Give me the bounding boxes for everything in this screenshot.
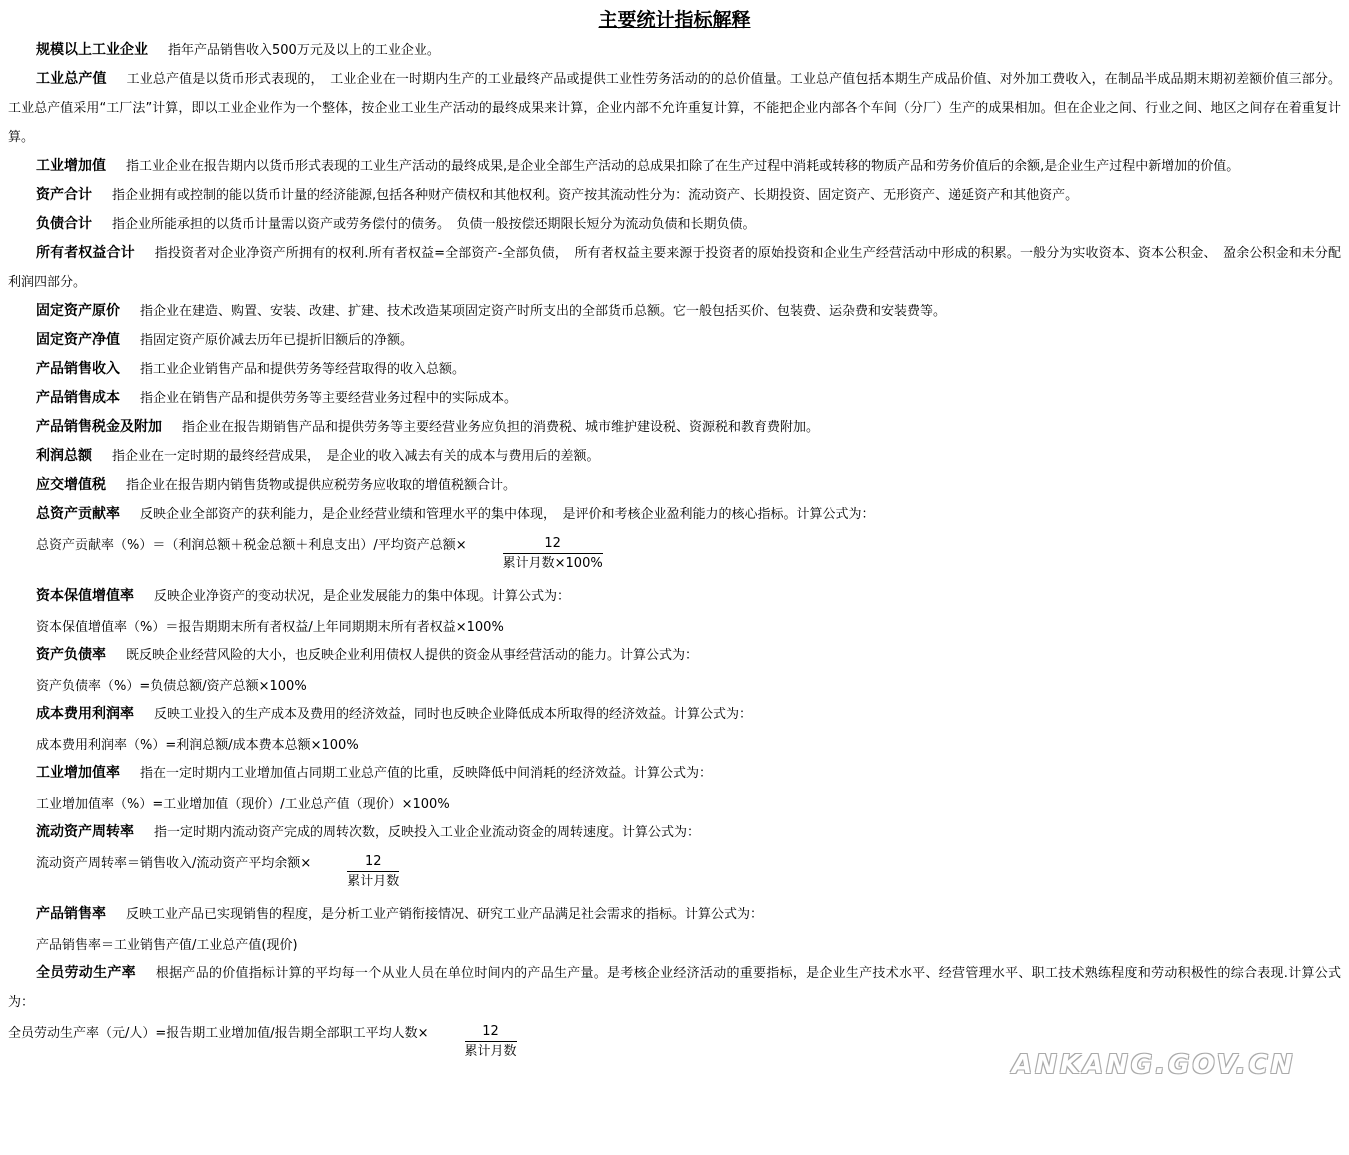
indicator-description: 指企业所能承担的以货币计量需以资产或劳务偿付的债务。 负债一般按偿还期限长短分为流动负债和长期负债。 <box>112 217 756 232</box>
indicator-description: 指在一定时期内工业增加值占同期工业总产值的比重，反映降低中间消耗的经济效益。计算公式为： <box>140 766 713 781</box>
formula <box>36 735 1341 757</box>
indicator-description: 指企业在一定时期的最终经营成果， 是企业的收入减去有关的成本与费用后的差额。 <box>112 449 600 464</box>
indicator-term: 成本费用利润率 <box>36 706 134 722</box>
indicator-entry <box>8 384 1341 413</box>
indicator-term: 产品销售成本 <box>36 390 120 406</box>
indicator-term: 工业增加值率 <box>36 765 120 781</box>
indicator-description: 指年产品销售收入500万元及以上的工业企业。 <box>168 43 440 58</box>
indicator-description: 指一定时期内流动资产完成的周转次数，反映投入工业企业流动资金的周转速度。计算公式为： <box>154 825 701 840</box>
indicator-entry <box>8 700 1341 729</box>
formula-fraction <box>465 1023 517 1062</box>
formula-fraction <box>503 535 603 574</box>
indicator-term: 资产负债率 <box>36 647 106 663</box>
indicator-term: 利润总额 <box>36 448 92 464</box>
indicator-term: 总资产贡献率 <box>36 506 120 522</box>
indicator-entry <box>8 641 1341 670</box>
indicator-term: 资本保值增值率 <box>36 588 134 604</box>
formula-text: 全员劳动生产率（元/人）=报告期工业增加值/报告期全部职工平均人数× <box>8 1026 429 1041</box>
indicator-entry <box>8 239 1341 297</box>
indicator-entry <box>8 582 1341 611</box>
indicator-entry <box>8 759 1341 788</box>
indicator-description: 反映工业投入的生产成本及费用的经济效益，同时也反映企业降低成本所取得的经济效益。计算公式为： <box>154 707 753 722</box>
indicator-description: 反映企业全部资产的获利能力，是企业经营业绩和管理水平的集中体现， 是评价和考核企业盈利能力的核心指标。计算公式为： <box>140 507 875 522</box>
indicator-description: 指固定资产原价减去历年已提折旧额后的净额。 <box>140 333 414 348</box>
indicator-description: 指企业在销售产品和提供劳务等主要经营业务过程中的实际成本。 <box>140 391 518 406</box>
indicator-term: 流动资产周转率 <box>36 824 134 840</box>
indicator-description: 指投资者对企业净资产所拥有的权利.所有者权益=全部资产-全部负债， 所有者权益主要来源于投资者的原始投资和企业生产经营活动中形成的积累。一般分为实收资本、资本公积金、 盈余公积金和未分配利润四部分。 <box>8 246 1342 290</box>
indicator-term: 产品销售税金及附加 <box>36 419 162 435</box>
document <box>8 6 1341 1070</box>
page-title: 主要统计指标解释 <box>598 9 751 31</box>
formula-text: 成本费用利润率（%）=利润总额/成本费本总额×100% <box>36 738 359 753</box>
indicator-term: 产品销售率 <box>36 906 106 922</box>
indicator-description: 工业总产值是以货币形式表现的， 工业企业在一时期内生产的工业最终产品或提供工业性劳务活动的的总价值量。工业总产值包括本期生产成品价值、对外加工费收入，在制品半成品期末期初差额价值三部分。工业总产值采用“工厂法”计算，即以工业企业作为一个整体，按企业工业生产活动的最终成果来计算，企业内部不允许重复计算，不能把企业内部各个车间（分厂）生产的成果相加。但在企业之间、行业之间、地区之间存在着重复计算。 <box>8 72 1341 145</box>
formula <box>36 676 1341 698</box>
indicator-entry <box>8 210 1341 239</box>
indicator-description: 指企业在建造、购置、安装、改建、扩建、技术改造某项固定资产时所支出的全部货币总额。它一般包括买价、包装费、运杂费和安装费等。 <box>140 304 947 319</box>
indicator-description: 指工业企业销售产品和提供劳务等经营取得的收入总额。 <box>140 362 466 377</box>
indicator-entry <box>8 36 1341 65</box>
fraction-denominator: 累计月数 <box>464 1044 517 1059</box>
indicator-term: 工业总产值 <box>36 71 107 87</box>
indicator-entry <box>8 297 1341 326</box>
indicator-term: 工业增加值 <box>36 158 106 174</box>
formula-text: 产品销售率＝工业销售产值/工业总产值(现价) <box>36 938 298 953</box>
formula <box>36 535 1341 574</box>
indicator-term: 产品销售收入 <box>36 361 120 377</box>
formula-text: 资本保值增值率（%）＝报告期期末所有者权益/上年同期期末所有者权益×100% <box>36 620 504 635</box>
formula <box>36 617 1341 639</box>
indicator-term: 应交增值税 <box>36 477 106 493</box>
indicator-list <box>8 36 1341 1062</box>
indicator-entry <box>8 65 1341 152</box>
indicator-description: 反映企业净资产的变动状况，是企业发展能力的集中体现。计算公式为： <box>154 589 571 604</box>
indicator-entry <box>8 959 1341 1017</box>
indicator-entry <box>8 471 1341 500</box>
indicator-entry <box>8 818 1341 847</box>
formula-text: 资产负债率（%）=负债总额/资产总额×100% <box>36 679 307 694</box>
indicator-entry <box>8 355 1341 384</box>
indicator-entry <box>8 326 1341 355</box>
formula-text: 总资产贡献率（%）＝（利润总额＋税金总额＋利息支出）/平均资产总额× <box>36 538 467 553</box>
indicator-entry <box>8 500 1341 529</box>
indicator-description: 指企业拥有或控制的能以货币计量的经济能源,包括各种财产债权和其他权利。资产按其流动性分为：流动资产、长期投资、固定资产、无形资产、递延资产和其他资产。 <box>112 188 1079 203</box>
watermark: ANKANG.GOV.CN <box>1012 1050 1296 1080</box>
indicator-description: 既反映企业经营风险的大小，也反映企业利用债权人提供的资金从事经营活动的能力。计算公式为： <box>126 648 699 663</box>
formula <box>36 794 1341 816</box>
indicator-term: 固定资产原价 <box>36 303 120 319</box>
indicator-entry <box>8 413 1341 442</box>
indicator-description: 指企业在报告期内销售货物或提供应税劳务应收取的增值税额合计。 <box>126 478 517 493</box>
indicator-term: 规模以上工业企业 <box>36 42 148 58</box>
fraction-numerator: 12 <box>503 535 603 554</box>
formula <box>36 853 1341 892</box>
formula <box>36 935 1341 957</box>
indicator-entry <box>8 442 1341 471</box>
indicator-term: 负债合计 <box>36 216 92 232</box>
formula-text: 流动资产周转率＝销售收入/流动资产平均余额× <box>36 856 312 871</box>
fraction-denominator: 累计月数×100% <box>502 556 603 571</box>
indicator-entry <box>8 900 1341 929</box>
formula-fraction <box>347 853 399 892</box>
indicator-term: 资产合计 <box>36 187 92 203</box>
indicator-term: 固定资产净值 <box>36 332 120 348</box>
fraction-numerator: 12 <box>465 1023 517 1042</box>
indicator-description: 指企业在报告期销售产品和提供劳务等主要经营业务应负担的消费税、城市维护建设税、资源税和教育费附加。 <box>182 420 820 435</box>
indicator-entry <box>8 152 1341 181</box>
fraction-numerator: 12 <box>347 853 399 872</box>
indicator-description: 指工业企业在报告期内以货币形式表现的工业生产活动的最终成果,是企业全部生产活动的总成果扣除了在生产过程中消耗或转移的物质产品和劳务价值后的余额,是企业生产过程中新增加的价值。 <box>126 159 1240 174</box>
indicator-entry <box>8 181 1341 210</box>
indicator-term: 全员劳动生产率 <box>36 965 136 981</box>
indicator-term: 所有者权益合计 <box>36 245 135 261</box>
indicator-description: 根据产品的价值指标计算的平均每一个从业人员在单位时间内的产品生产量。是考核企业经济活动的重要指标，是企业生产技术水平、经营管理水平、职工技术熟练程度和劳动积极性的综合表现.计算公式为： <box>8 966 1341 1010</box>
indicator-description: 反映工业产品已实现销售的程度，是分析工业产销衔接情况、研究工业产品满足社会需求的指标。计算公式为： <box>126 907 764 922</box>
fraction-denominator: 累计月数 <box>347 874 400 889</box>
formula-text: 工业增加值率（%）=工业增加值（现价）/工业总产值（现价）×100% <box>36 797 450 812</box>
